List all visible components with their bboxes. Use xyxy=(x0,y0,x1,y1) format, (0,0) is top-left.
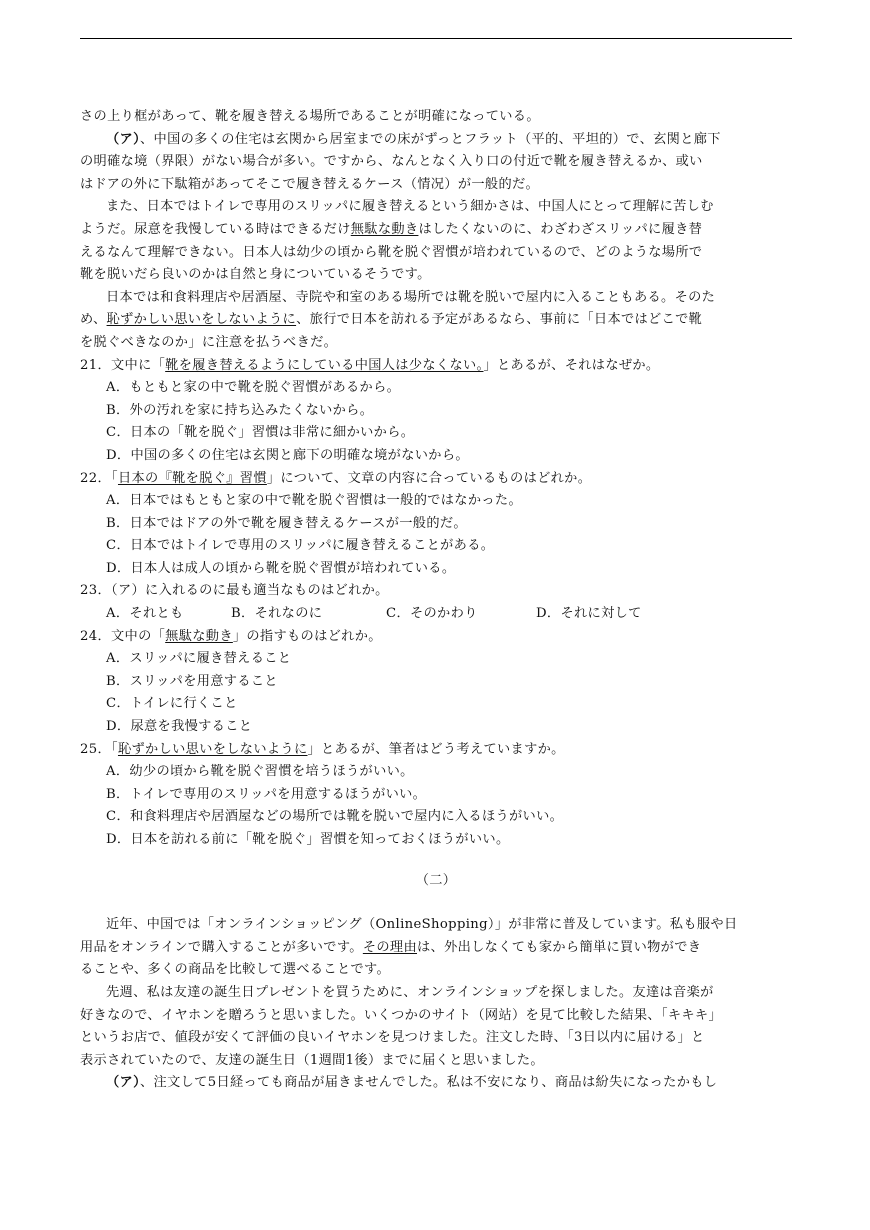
option-b: B．日本ではドアの外で靴を履き替えるケースが一般的だ。 xyxy=(106,515,467,531)
underlined-phrase: 恥ずかしい思いをしないように xyxy=(106,312,297,328)
option-a: A．スリッパに履き替えること xyxy=(106,651,292,667)
passage-line: 先週、私は友達の誕生日プレゼントを買うために、オンラインショップを探しました。友達は音楽が xyxy=(106,984,714,1000)
section-heading: （二） xyxy=(415,872,457,888)
passage-line: はドアの外に下駄箱があってそこで履き替えるケース（情况）が一般的だ。 xyxy=(80,176,540,192)
passage-line: えるなんて理解できない。日本人は幼少の頃から靴を脱ぐ習慣が培われているので、どのような場所で xyxy=(80,244,703,260)
option-d: D．それに対して xyxy=(536,606,642,622)
question-22: 22．「日本の『靴を脱ぐ』習慣」について、文章の内容に合っているものはどれか。 xyxy=(80,470,592,486)
passage-line: め、恥ずかしい思いをしないように、旅行で日本を訪れる予定があるなら、事前に「日本ではどこで靴 xyxy=(80,312,703,328)
question-24: 24．文中の「無駄な動き」の指すものはどれか。 xyxy=(80,628,382,644)
passage-line: 好きなので、イヤホンを贈ろうと思いました。いくつかのサイト（网站）を見て比較した結果、「キキキ」 xyxy=(80,1007,723,1023)
passage-line: （ア）、注文して5日経っても商品が届きませんでした。私は不安になり、商品は紛失になったかもし xyxy=(106,1075,718,1091)
underlined-phrase: 日本の『靴を脱ぐ』習慣 xyxy=(117,470,267,486)
document-page xyxy=(80,106,792,1095)
underlined-phrase: 無駄な動き xyxy=(350,221,419,237)
passage-line: 近年、中国では「オンラインショッピング（OnlineShopping）」が非常に普及しています。私も服や日 xyxy=(106,917,738,933)
underlined-phrase: 靴を履き替えるようにしている中国人は少なくない。 xyxy=(165,357,484,373)
passage-line: というお店で、値段が安くて評価の良いイヤホンを見つけました。注文した時、「3日以内に届ける」と xyxy=(80,1030,705,1046)
passage-line: 用品をオンラインで購入することが多いです。その理由は、外出しなくても家から簡単に買い物ができ xyxy=(80,939,702,955)
question-21: 21．文中に「靴を履き替えるようにしている中国人は少なくない。」とあるが、それはなぜか。 xyxy=(80,357,660,373)
option-b: B．外の汚れを家に持ち込みたくないから。 xyxy=(106,402,374,418)
passage-line: （ア）、中国の多くの住宅は玄関から居室までの床がずっとフラット（平的、平坦的）で、玄関と廊下 xyxy=(106,131,721,147)
option-a: A．日本ではもともと家の中で靴を脱ぐ習慣は一般的ではなかった。 xyxy=(106,493,522,509)
passage-line: 日本では和食料理店や居酒屋、寺院や和室のある場所では靴を脱いで屋内に入ることもある。そのた xyxy=(106,289,716,305)
passage-line: さの上り框があって、靴を履き替える場所であることが明確になっている。 xyxy=(80,109,540,124)
blank-marker: （ア） xyxy=(106,131,141,147)
passage-line: を脱ぐべきなのか」に注意を払うべきだ。 xyxy=(80,334,338,350)
passage-line: 靴を脱いだら良いのかは自然と身についているそうです。 xyxy=(80,267,431,283)
option-a: A．幼少の頃から靴を脱ぐ習慣を培うほうがいい。 xyxy=(106,764,414,780)
option-a: A．それとも xyxy=(106,606,184,622)
option-c: C．トイレに行くこと xyxy=(106,696,238,712)
blank-marker: （ア） xyxy=(106,1075,141,1091)
underlined-phrase: その理由 xyxy=(362,939,417,955)
option-b: B．それなのに xyxy=(231,606,323,622)
option-row xyxy=(80,603,792,626)
option-d: D．中国の多くの住宅は玄関と廊下の明確な境がないから。 xyxy=(106,447,469,463)
option-c: C．そのかわり xyxy=(386,606,478,622)
passage-line: また、日本ではトイレで専用のスリッパに履き替えるという細かさは、中国人にとって理解に苦しむ xyxy=(106,199,714,215)
option-c: C．和食料理店や居酒屋などの場所では靴を脱いで屋内に入るほうがいい。 xyxy=(106,809,564,825)
passage-line: 表示されていたので、友達の誕生日（1週間1後）までに届くと思いました。 xyxy=(80,1052,544,1068)
option-b: B．スリッパを用意すること xyxy=(106,673,278,689)
header-rule xyxy=(80,38,792,39)
option-c: C．日本の「靴を脱ぐ」習慣は非常に細かいから。 xyxy=(106,425,415,441)
option-d: D．尿意を我慢すること xyxy=(106,719,253,735)
option-d: D．日本人は成人の頃から靴を脱ぐ習慣が培われている。 xyxy=(106,560,456,576)
option-c: C．日本ではトイレで専用のスリッパに履き替えることがある。 xyxy=(106,538,495,554)
passage-line: ることや、多くの商品を比較して選べることです。 xyxy=(80,962,391,978)
passage-line: ようだ。尿意を我慢している時はできるだけ無駄な動きはしたくないのに、わざわざスリッパに履き替 xyxy=(80,221,703,237)
option-b: B．トイレで専用のスリッパを用意するほうがいい。 xyxy=(106,786,427,802)
passage-line: の明確な境（界限）がない場合が多い。ですから、なんとなく入り口の付近で靴を履き替えるか、或い xyxy=(80,154,703,170)
underlined-phrase: 恥ずかしい思いをしないように xyxy=(117,741,308,757)
option-d: D．日本を訪れる前に「靴を脱ぐ」習慣を知っておくほうがいい。 xyxy=(106,832,510,847)
option-a: A．もともと家の中で靴を脱ぐ習慣があるから。 xyxy=(106,380,401,396)
underlined-phrase: 無駄な動き xyxy=(165,628,233,644)
question-23: 23．（ア）に入れるのに最も適当なものはどれか。 xyxy=(80,583,389,599)
question-25: 25．「恥ずかしい思いをしないように」とあるが、筆者はどう考えていますか。 xyxy=(80,741,565,757)
